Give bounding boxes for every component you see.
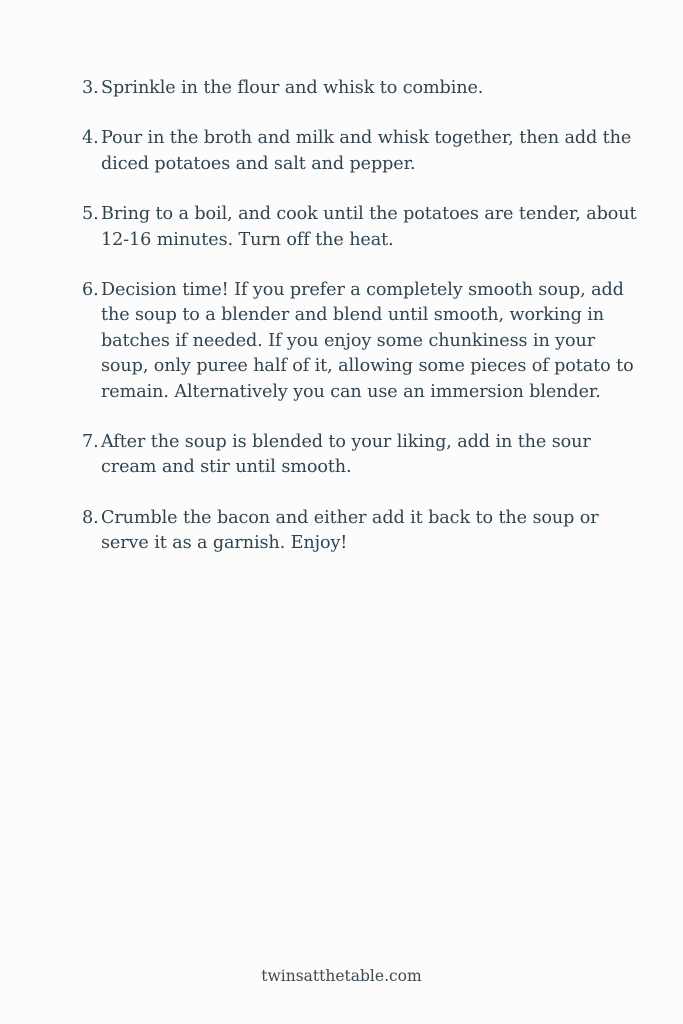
step-number: 8.	[82, 507, 99, 528]
step-text: Sprinkle in the flour and whisk to combine.	[101, 78, 484, 98]
step-text: Crumble the bacon and either add it back to the soup or serve it as a garnish. Enjoy!	[101, 507, 599, 554]
step-item	[82, 278, 642, 405]
step-text: Decision time! If you prefer a completely smooth soup, add the soup to a blender and blend until smooth, working in batches if needed. If you enjoy some chunkiness in your soup, only puree half of it, allowing some pieces of potato to remain. Alternatively you can use an immersion blender.	[101, 280, 634, 402]
step-text: After the soup is blended to your liking, add in the sour cream and stir until smooth.	[101, 432, 591, 478]
step-number: 4.	[82, 128, 99, 149]
step-text: Bring to a boil, and cook until the potatoes are tender, about 12-16 minutes. Turn off the heat.	[101, 204, 637, 250]
step-item	[82, 506, 642, 557]
step-number: 6.	[82, 280, 99, 301]
step-text: Pour in the broth and milk and whisk together, then add the diced potatoes and salt and pepper.	[101, 128, 632, 174]
step-item	[82, 202, 642, 253]
step-number: 7.	[82, 432, 99, 453]
step-item	[82, 76, 642, 101]
recipe-steps-list	[82, 76, 642, 582]
step-number: 3.	[82, 78, 99, 98]
site-footer-url: twinsatthetable.com	[261, 967, 422, 985]
step-item	[82, 126, 642, 177]
step-item	[82, 430, 642, 481]
step-number: 5.	[82, 204, 99, 225]
